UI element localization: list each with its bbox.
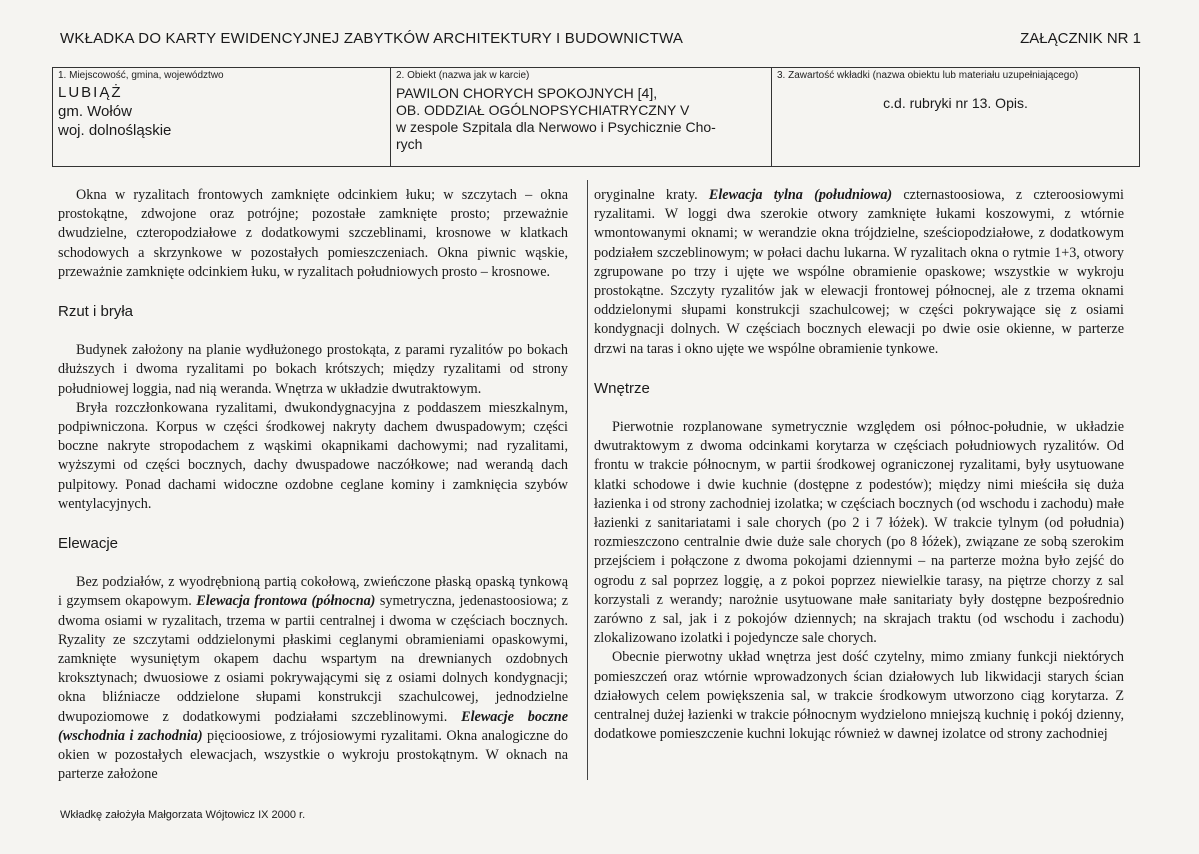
document-title: WKŁADKA DO KARTY EWIDENCYJNEJ ZABYTKÓW ARCHITEKTURY I BUDOWNICTWA [60, 30, 684, 47]
content-cell [771, 68, 1139, 166]
heading-wnetrze: Wnętrze [594, 379, 650, 397]
footer-author: Wkładkę założyła Małgorzata Wójtowicz IX 2000 r. [60, 809, 306, 821]
elewacje-text-3: pięcioosiowe, z trójosiowymi ryzalitami. Okna analogiczne do okien w pozostałych elewacjach, wszystkie o wykroju prostokątnym. W oknach na parterze założone [58, 727, 569, 783]
elewacje-text-2: symetryczna, jedenastoosiowa; z dwoma osiami w ryzalitach, trzema w partii centralnej i dwoma w częściach bocznych. Ryzality ze szczytami oddzielonymi płaskimi ceglanymi obramieniami opaskowymi, zamknięte wysuniętym okapem dachu wspartym na drewnianych ozdobnych kroksztynach; dwuosiowe z osiami pokrywającymi się z osiami dolnych kondygnacji; okna bliźniacze oddzielone słupami konstrukcji szachulcowej, jednodzielne dwupoziomowe z dodatkowymi podziałami szczeblinowymi. [58, 593, 568, 725]
object-line-2: OB. ODDZIAŁ OGÓLNOPSYCHIATRYCZNY V [396, 102, 690, 118]
paragraph-wnetrze-obecne: Obecnie pierwotny układ wnętrza jest dość czytelny, mimo zmiany funkcji niektórych pomieszczeń oraz wtórnie wprowadzonych ścian działowych lub likwidacji starych ścian działowych celem powiększenia sal, w trakcie środkowym utworzono ciąg korytarza. Z centralnej dużej łazienki w trakcie północnym wydzielono mniejszą kuchnię i pokój dzienny, dodatkowe pomieszczenie kuchni lokując również w dawnej izolatce od strony zachodniej [594, 649, 1124, 743]
tylna-text-2: czternastoosiowa, z czteroosiowymi ryzalitami. W loggi dwa szerokie otwory zamknięte łukami koszowymi, z wtórnie wmontowanymi oknami; w werandzie okna trójdzielne, sześciopodziałowe, z dodatkowym podziałem szczeblinowym; w połaci dachu lukarna. W ryzalitach okna o rytmie 1+3, otwory zgrupowane po trzy i ujęte we wspólne obramienie opaskowe; wszystkie w wykroju prostokątne. Szczyty ryzalitów jak w elewacji frontowej północnej, ale z trzema oknami oddzielonymi słupami konstrukcji szachulcowej; w części pokrywające się z osiami kondygnacji dolnych. W częściach bocznych elewacji po dwie osie okienne, w parterze drzwi na taras i okno ujęte we wspólne obramienie tynkowe. [594, 187, 1124, 357]
tylna-text-1: oryginalne kraty. [594, 187, 709, 203]
paragraph-plan: Budynek założony na planie wydłużonego prostokąta, z parami ryzalitów po bokach dłuższych i dwoma ryzalitami po bokach krótszych; między ryzalitami od strony południowej loggia, nad nią weranda. Wnętrza w układzie dwutraktowym. [58, 342, 568, 397]
object-label: 2. Obiekt (nazwa jak w karcie) [396, 70, 530, 81]
paragraph-windows: Okna w ryzalitach frontowych zamknięte odcinkiem łuku; w szczytach – okna prostokątne, zdwojone oraz potrójne; pozostałe zamknięte prosto; przeważnie dwudzielne, czteropodziałowe z dodatkowymi szczeblinami, krosnowe w klatkach schodowych a skrzynkowe w pozostałych pomieszczeniach. Okna piwnic wąskie, przeważnie zamknięte odcinkiem łuku, w ryzalitach południowych prosto – krosnowe. [58, 187, 568, 280]
gmina: gm. Wołów [58, 103, 132, 120]
object-line-4: rych [396, 136, 423, 152]
heading-rzut: Rzut i bryła [58, 303, 134, 321]
paragraph-bryla: Bryła rozczłonkowana ryzalitami, dwukondygnacyjna z poddaszem mieszkalnym, podpiwniczona. Korpus w części środkowej nakryty dachem dwuspadowym; części boczne nakryte stropodachem z wąskimi okapnikami dachowymi; nad ryzalitami, wyższymi od części bocznych, dachy dwuspadowe naczółkowe; nad werandą dach pulpitowy. Ponad dachami widoczne ozdobne ceglane kominy i zamknięcia szybów wentylacyjnych. [58, 399, 568, 512]
content-value: c.d. rubryki nr 13. Opis. [883, 95, 1028, 111]
heading-elewacje: Elewacje [58, 535, 119, 553]
elewacje-boczne-term: Elewacje boczne (wschodnia i zachodnia) [58, 708, 568, 744]
paragraph-elewacja-tylna [594, 186, 1124, 359]
elewacje-text-1: Bez podziałów, z wyodrębnioną partią cokołową, zwieńczone płaską opaską tynkową i gzymsem okapowym. [58, 574, 568, 610]
paragraph-elewacje [58, 573, 568, 784]
place-name: LUBIĄŻ [58, 84, 123, 101]
content-label: 3. Zawartość wkładki (nazwa obiektu lub materiału uzupełniającego) [777, 70, 1079, 81]
object-line-3: w zespole Szpitala dla Nerwowo i Psychicznie Cho- [396, 119, 716, 135]
paragraph-wnetrze-pierwotne: Pierwotnie rozplanowane symetrycznie względem osi północ-południe, w układzie dwutraktowym z dwoma odcinkami korytarza w częściach południowych ryzalitów. Od frontu w trakcie północnym, w partii środkowej ograniczonej ryzalitami, były usytuowane klatki schodowe i dwie kuchnie (dostępne z podestów); między nimi mieściła się duża łazienka i od strony zachodniej izolatka; w częściach bocznych (od wschodu i zachodu) małe łazienki z sanitariatami i sale chorych (po 2 i 7 łóżek). W trakcie tylnym (od południa) rozmieszczono centralnie dwie duże sale chorych (po 8 łóżek), związane ze sobą szerokim przejściem i połączone z dwoma pokojami dziennymi – na parterze można było zejść do ogrodu z sal poprzez loggię, a z pokoi poprzez niewielkie tarasy, na piętrze chorzy z sal korzystali z werandy; narożnie usytuowane małe sanitariaty były dostępne bezpośrednio zarówno z sal, jak i z pokojów dziennych; na skrajach traktu (od wschodu i zachodu) zlokalizowano izolatki i pojedyncze sale chorych. [594, 419, 1124, 647]
elewacja-frontowa-term: Elewacja frontowa (północna) [196, 593, 376, 610]
object-line-1: PAWILON CHORYCH SPOKOJNYCH [4], [396, 85, 658, 101]
place-cell [53, 68, 390, 166]
right-column [594, 186, 1124, 744]
column-divider [587, 180, 588, 780]
info-table [52, 67, 1140, 167]
place-label: 1. Miejscowość, gmina, województwo [58, 70, 224, 81]
elewacja-tylna-term: Elewacja tylna (południowa) [708, 187, 893, 203]
object-cell [390, 68, 771, 166]
wojewodztwo: woj. dolnośląskie [58, 122, 172, 139]
left-column [58, 186, 568, 784]
attachment-label: ZAŁĄCZNIK NR 1 [1020, 30, 1141, 47]
